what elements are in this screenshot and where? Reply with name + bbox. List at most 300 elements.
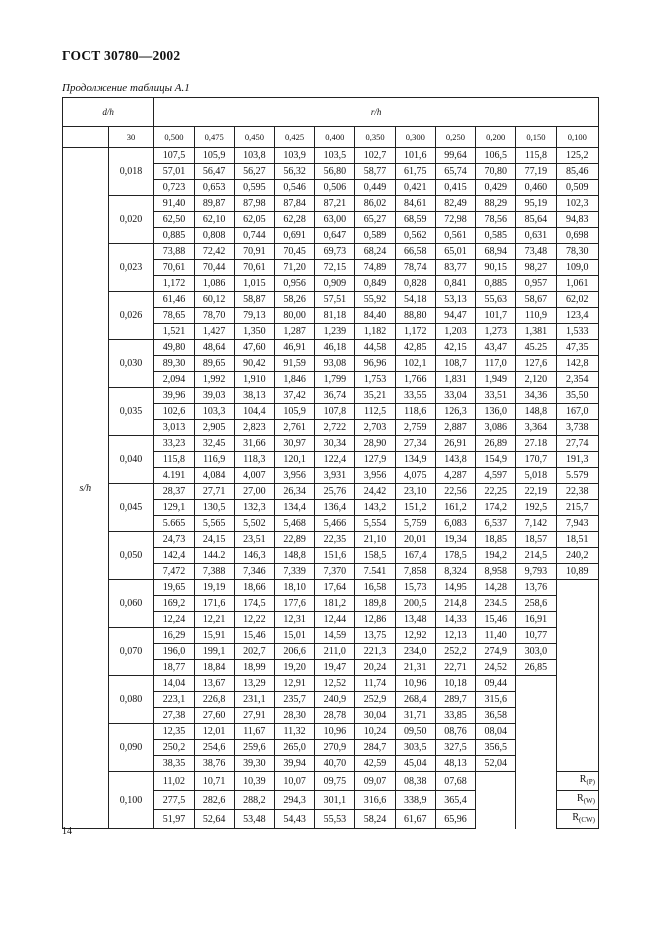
table-cell: 192,5 <box>516 500 556 516</box>
table-cell: 08,04 <box>476 724 516 740</box>
legend-letter: R <box>577 793 584 804</box>
table-cell: 122,4 <box>315 452 355 468</box>
table-row <box>63 724 599 740</box>
table-cell: 70,80 <box>476 164 516 180</box>
table-cell: 31,71 <box>395 708 435 724</box>
table-cell: 12,24 <box>154 612 194 628</box>
table-cell: 32,45 <box>194 436 234 452</box>
column-header: 0,300 <box>395 127 435 148</box>
table-cell: 252,9 <box>355 692 395 708</box>
table-cell: 48,64 <box>194 340 234 356</box>
table-cell: 2,703 <box>355 420 395 436</box>
table-cell: 22,38 <box>556 484 598 500</box>
table-cell: 88,80 <box>395 308 435 324</box>
table-cell: 18,77 <box>154 660 194 676</box>
table-cell: 28,90 <box>355 436 395 452</box>
empty-cell <box>556 580 598 596</box>
table-cell: 65,74 <box>435 164 475 180</box>
table-cell: 167,4 <box>395 548 435 564</box>
table-cell: 12,22 <box>234 612 274 628</box>
table-cell: 265,0 <box>274 740 314 756</box>
table-cell: 21,10 <box>355 532 395 548</box>
table-row <box>63 244 599 260</box>
table-cell: 356,5 <box>476 740 516 756</box>
table-cell: 3,956 <box>355 468 395 484</box>
data-table <box>62 97 599 829</box>
empty-cell <box>556 644 598 660</box>
table-cell: 22,71 <box>435 660 475 676</box>
table-cell: 0,595 <box>234 180 274 196</box>
column-header: 0,400 <box>315 127 355 148</box>
table-cell: 62,10 <box>194 212 234 228</box>
empty-cell <box>516 756 556 772</box>
table-cell: 53,48 <box>234 810 274 829</box>
table-cell: 73,48 <box>516 244 556 260</box>
table-cell: 103,5 <box>315 148 355 164</box>
table-cell: 116,9 <box>194 452 234 468</box>
table-cell: 36,74 <box>315 388 355 404</box>
table-cell: 58,24 <box>355 810 395 829</box>
table-cell: 5,466 <box>315 516 355 532</box>
table-cell: 39,03 <box>194 388 234 404</box>
table-cell: 98,27 <box>516 260 556 276</box>
table-cell: 301,1 <box>315 791 355 810</box>
table-cell: 254,6 <box>194 740 234 756</box>
table-cell: 36,58 <box>476 708 516 724</box>
table-cell: 12,35 <box>154 724 194 740</box>
table-cell: 21,31 <box>395 660 435 676</box>
table-cell: 58,26 <box>274 292 314 308</box>
table-cell: 6,083 <box>435 516 475 532</box>
table-cell: 38,76 <box>194 756 234 772</box>
table-cell: 1,086 <box>194 276 234 292</box>
table-cell: 169,2 <box>154 596 194 612</box>
table-cell: 20,01 <box>395 532 435 548</box>
table-cell: 13,48 <box>395 612 435 628</box>
table-cell: 274,9 <box>476 644 516 660</box>
table-cell: 134,4 <box>274 500 314 516</box>
table-cell: 70,61 <box>234 260 274 276</box>
table-cell: 143,8 <box>435 452 475 468</box>
table-cell: 1,061 <box>556 276 598 292</box>
table-cell: 30,34 <box>315 436 355 452</box>
page-title: ГОСТ 30780—2002 <box>62 48 181 63</box>
table-cell: 0,909 <box>315 276 355 292</box>
table-cell: 71,20 <box>274 260 314 276</box>
table-cell: 18,57 <box>516 532 556 548</box>
empty-cell <box>516 740 556 756</box>
table-cell: 252,2 <box>435 644 475 660</box>
column-header-blank <box>63 127 109 148</box>
column-header-row <box>63 127 599 148</box>
table-cell: 199,1 <box>194 644 234 660</box>
table-cell: 56,32 <box>274 164 314 180</box>
table-cell: 148,8 <box>516 404 556 420</box>
table-row <box>63 148 599 164</box>
table-cell: 4.191 <box>154 468 194 484</box>
table-cell: 2,354 <box>556 372 598 388</box>
table-cell: 14,28 <box>476 580 516 596</box>
column-header: 0,200 <box>476 127 516 148</box>
table-cell: 14,33 <box>435 612 475 628</box>
table-cell: 78,70 <box>194 308 234 324</box>
empty-cell <box>516 810 556 829</box>
table-cell: 73,88 <box>154 244 194 260</box>
table-cell: 0,421 <box>395 180 435 196</box>
table-cell: 3,364 <box>516 420 556 436</box>
table-cell: 12,92 <box>395 628 435 644</box>
table-cell: 7,472 <box>154 564 194 580</box>
table-cell: 35,21 <box>355 388 395 404</box>
table-cell: 0,885 <box>154 228 194 244</box>
table-cell: 23,51 <box>234 532 274 548</box>
table-cell: 52,64 <box>194 810 234 829</box>
table-cell: 0,957 <box>516 276 556 292</box>
table-cell: 37,42 <box>274 388 314 404</box>
table-cell: 115,8 <box>516 148 556 164</box>
table-cell: 2,887 <box>435 420 475 436</box>
table-cell: 86,02 <box>355 196 395 212</box>
table-cell: 19,47 <box>315 660 355 676</box>
column-header: 0,350 <box>355 127 395 148</box>
table-cell: 151,2 <box>395 500 435 516</box>
table-cell: 0,956 <box>274 276 314 292</box>
table-cell: 42,85 <box>395 340 435 356</box>
table-cell: 0,691 <box>274 228 314 244</box>
table-cell: 130,5 <box>194 500 234 516</box>
table-cell: 33,23 <box>154 436 194 452</box>
table-cell: 268,4 <box>395 692 435 708</box>
table-cell: 5,018 <box>516 468 556 484</box>
table-cell: 132,3 <box>234 500 274 516</box>
dh-value: 0,090 <box>108 724 154 772</box>
table-cell: 158,5 <box>355 548 395 564</box>
table-cell: 07,68 <box>435 772 475 791</box>
table-cell: 142,8 <box>556 356 598 372</box>
column-header: 0,250 <box>435 127 475 148</box>
table-cell: 1,753 <box>355 372 395 388</box>
table-cell: 1,521 <box>154 324 194 340</box>
table-cell: 61,46 <box>154 292 194 308</box>
table-cell: 51,97 <box>154 810 194 829</box>
table-cell: 112,5 <box>355 404 395 420</box>
table-cell: 211,0 <box>315 644 355 660</box>
column-header: 0,450 <box>234 127 274 148</box>
table-cell: 15,73 <box>395 580 435 596</box>
table-cell: 3,013 <box>154 420 194 436</box>
table-cell: 84,61 <box>395 196 435 212</box>
table-cell: 143,2 <box>355 500 395 516</box>
table-cell: 81,18 <box>315 308 355 324</box>
empty-cell <box>556 740 598 756</box>
table-cell: 96,96 <box>355 356 395 372</box>
table-cell: 18,85 <box>476 532 516 548</box>
table-cell: 70,44 <box>194 260 234 276</box>
table-cell: 118,6 <box>395 404 435 420</box>
table-row <box>63 388 599 404</box>
table-cell: 177,6 <box>274 596 314 612</box>
empty-cell <box>556 660 598 676</box>
table-row <box>63 436 599 452</box>
empty-cell <box>516 676 556 692</box>
table-cell: 22,25 <box>476 484 516 500</box>
table-cell: 94,47 <box>435 308 475 324</box>
table-cell: 38,35 <box>154 756 194 772</box>
row-group-label: s/h <box>63 148 109 829</box>
column-header: 0,425 <box>274 127 314 148</box>
table-cell: 102,1 <box>395 356 435 372</box>
table-cell: 123,4 <box>556 308 598 324</box>
table-cell: 10,96 <box>395 676 435 692</box>
table-cell: 0,698 <box>556 228 598 244</box>
table-cell: 82,49 <box>435 196 475 212</box>
table-cell: 44,58 <box>355 340 395 356</box>
table-cell: 27,38 <box>154 708 194 724</box>
table-cell: 18,10 <box>274 580 314 596</box>
table-cell: 14,04 <box>154 676 194 692</box>
table-cell: 235,7 <box>274 692 314 708</box>
table-cell: 240,2 <box>556 548 598 564</box>
table-cell: 127,6 <box>516 356 556 372</box>
table-cell: 120,1 <box>274 452 314 468</box>
table-cell: 226,8 <box>194 692 234 708</box>
table-cell: 303,0 <box>516 644 556 660</box>
table-cell: 4,287 <box>435 468 475 484</box>
table-cell: 89,65 <box>194 356 234 372</box>
table-cell: 1,766 <box>395 372 435 388</box>
table-cell: 2,759 <box>395 420 435 436</box>
table-cell: 58,77 <box>355 164 395 180</box>
table-cell: 93,08 <box>315 356 355 372</box>
table-cell: 338,9 <box>395 791 435 810</box>
table-cell: 148,8 <box>274 548 314 564</box>
table-cell: 125,2 <box>556 148 598 164</box>
dh-value: 0,026 <box>108 292 154 340</box>
table-cell: 181,2 <box>315 596 355 612</box>
table-cell: 11,32 <box>274 724 314 740</box>
table-cell: 65,27 <box>355 212 395 228</box>
table-cell: 10,18 <box>435 676 475 692</box>
table-cell: 12,52 <box>315 676 355 692</box>
dh-value: 0,050 <box>108 532 154 580</box>
dh-value: 0,040 <box>108 436 154 484</box>
column-header: 30 <box>108 127 154 148</box>
table-row <box>63 676 599 692</box>
table-cell: 103,3 <box>194 404 234 420</box>
empty-cell <box>556 676 598 692</box>
table-cell: 18,99 <box>234 660 274 676</box>
table-cell: 134,9 <box>395 452 435 468</box>
legend-letter: R <box>572 812 580 823</box>
table-cell: 26,85 <box>516 660 556 676</box>
table-cell: 15,46 <box>476 612 516 628</box>
table-cell: 1,381 <box>516 324 556 340</box>
table-cell: 107,5 <box>154 148 194 164</box>
table-cell: 89,87 <box>194 196 234 212</box>
table-cell: 214,8 <box>435 596 475 612</box>
dh-value: 0,035 <box>108 388 154 436</box>
table-cell: 56,80 <box>315 164 355 180</box>
table-cell: 58,67 <box>516 292 556 308</box>
table-row <box>63 340 599 356</box>
table-cell: 1,992 <box>194 372 234 388</box>
table-cell: 27.18 <box>516 436 556 452</box>
table-cell: 48,13 <box>435 756 475 772</box>
table-cell: 78,65 <box>154 308 194 324</box>
table-cell: 250,2 <box>154 740 194 756</box>
table-cell: 0,723 <box>154 180 194 196</box>
table-cell: 09,44 <box>476 676 516 692</box>
table-cell: 6,537 <box>476 516 516 532</box>
table-cell: 144.2 <box>194 548 234 564</box>
table-cell: 22,19 <box>516 484 556 500</box>
empty-cell <box>476 810 516 829</box>
table-cell: 55,53 <box>315 810 355 829</box>
table-cell: 24,73 <box>154 532 194 548</box>
table-cell: 1,239 <box>315 324 355 340</box>
table-cell: 1,172 <box>395 324 435 340</box>
table-cell: 129,1 <box>154 500 194 516</box>
table-cell: 26,89 <box>476 436 516 452</box>
table-cell: 34,36 <box>516 388 556 404</box>
table-cell: 69,73 <box>315 244 355 260</box>
table-cell: 58,87 <box>234 292 274 308</box>
table-cell: 12,31 <box>274 612 314 628</box>
legend-letter: R <box>579 774 587 785</box>
table-cell: 0,589 <box>355 228 395 244</box>
table-cell: 151,6 <box>315 548 355 564</box>
table-cell: 9,793 <box>516 564 556 580</box>
table-cell: 27,91 <box>234 708 274 724</box>
table-cell: 13,29 <box>234 676 274 692</box>
table-cell: 19,19 <box>194 580 234 596</box>
dh-value: 0,023 <box>108 244 154 292</box>
table-cell: 28,37 <box>154 484 194 500</box>
table-cell: 39,96 <box>154 388 194 404</box>
table-cell: 106,5 <box>476 148 516 164</box>
table-cell: 11,74 <box>355 676 395 692</box>
table-cell: 8,958 <box>476 564 516 580</box>
table-cell: 15,46 <box>234 628 274 644</box>
table-cell: 2,905 <box>194 420 234 436</box>
table-cell: 110,9 <box>516 308 556 324</box>
table-cell: 55,63 <box>476 292 516 308</box>
table-cell: 16,58 <box>355 580 395 596</box>
table-cell: 288,2 <box>234 791 274 810</box>
table-cell: 161,2 <box>435 500 475 516</box>
table-cell: 72,98 <box>435 212 475 228</box>
table-cell: 7,858 <box>395 564 435 580</box>
table-cell: 0,509 <box>556 180 598 196</box>
table-cell: 223,1 <box>154 692 194 708</box>
table-row <box>63 292 599 308</box>
table-cell: 27,71 <box>194 484 234 500</box>
table-cell: 0,460 <box>516 180 556 196</box>
column-header: 0,500 <box>154 127 194 148</box>
table-cell: 5,554 <box>355 516 395 532</box>
table-cell: 91,40 <box>154 196 194 212</box>
table-cell: 83,77 <box>435 260 475 276</box>
table-cell: 12,01 <box>194 724 234 740</box>
table-cell: 10,96 <box>315 724 355 740</box>
table-cell: 39,30 <box>234 756 274 772</box>
table-cell: 104,4 <box>234 404 274 420</box>
table-cell: 7.541 <box>355 564 395 580</box>
table-cell: 19,20 <box>274 660 314 676</box>
table-cell: 72,42 <box>194 244 234 260</box>
table-cell: 105,9 <box>274 404 314 420</box>
table-cell: 14,95 <box>435 580 475 596</box>
table-cell: 7,142 <box>516 516 556 532</box>
table-cell: 1,015 <box>234 276 274 292</box>
table-cell: 52,04 <box>476 756 516 772</box>
table-cell: 1,846 <box>274 372 314 388</box>
table-cell: 136,0 <box>476 404 516 420</box>
table-cell: 194,2 <box>476 548 516 564</box>
table-cell: 79,13 <box>234 308 274 324</box>
table-cell: 0,562 <box>395 228 435 244</box>
page-number: 14 <box>62 826 72 837</box>
table-cell: 09,50 <box>395 724 435 740</box>
table-cell: 12,86 <box>355 612 395 628</box>
column-group-header: r/h <box>154 98 599 127</box>
table-cell: 54,18 <box>395 292 435 308</box>
dh-value: 0,020 <box>108 196 154 244</box>
table-cell: 23,10 <box>395 484 435 500</box>
table-cell: 16,91 <box>516 612 556 628</box>
table-cell: 38,13 <box>234 388 274 404</box>
table-cell: 102,7 <box>355 148 395 164</box>
table-cell: 1,427 <box>194 324 234 340</box>
table-cell: 11,02 <box>154 772 194 791</box>
table-cell: 55,92 <box>355 292 395 308</box>
table-cell: 14,59 <box>315 628 355 644</box>
empty-cell <box>556 628 598 644</box>
table-cell: 57,51 <box>315 292 355 308</box>
table-cell: 42,15 <box>435 340 475 356</box>
table-cell: 136,4 <box>315 500 355 516</box>
table-cell: 56,27 <box>234 164 274 180</box>
table-cell: 0,561 <box>435 228 475 244</box>
table-cell: 5,502 <box>234 516 274 532</box>
table-cell: 234,0 <box>395 644 435 660</box>
table-cell: 234.5 <box>476 596 516 612</box>
table-cell: 5,468 <box>274 516 314 532</box>
table-cell: 43,47 <box>476 340 516 356</box>
table-cell: 118,3 <box>234 452 274 468</box>
table-cell: 11,67 <box>234 724 274 740</box>
table-cell: 221,3 <box>355 644 395 660</box>
table-cell: 26,34 <box>274 484 314 500</box>
table-cell: 66,58 <box>395 244 435 260</box>
table-cell: 7,943 <box>556 516 598 532</box>
table-cell: 3,931 <box>315 468 355 484</box>
table-cell: 18,51 <box>556 532 598 548</box>
table-cell: 2,761 <box>274 420 314 436</box>
table-cell: 54,43 <box>274 810 314 829</box>
table-cell: 87,21 <box>315 196 355 212</box>
empty-cell <box>556 724 598 740</box>
table-cell: 5,565 <box>194 516 234 532</box>
empty-cell <box>556 612 598 628</box>
table-cell: 4,084 <box>194 468 234 484</box>
dh-value: 0,070 <box>108 628 154 676</box>
dh-value: 0,018 <box>108 148 154 196</box>
table-cell: 316,6 <box>355 791 395 810</box>
table-cell: 27,34 <box>395 436 435 452</box>
table-cell: 09,07 <box>355 772 395 791</box>
table-cell: 214,5 <box>516 548 556 564</box>
